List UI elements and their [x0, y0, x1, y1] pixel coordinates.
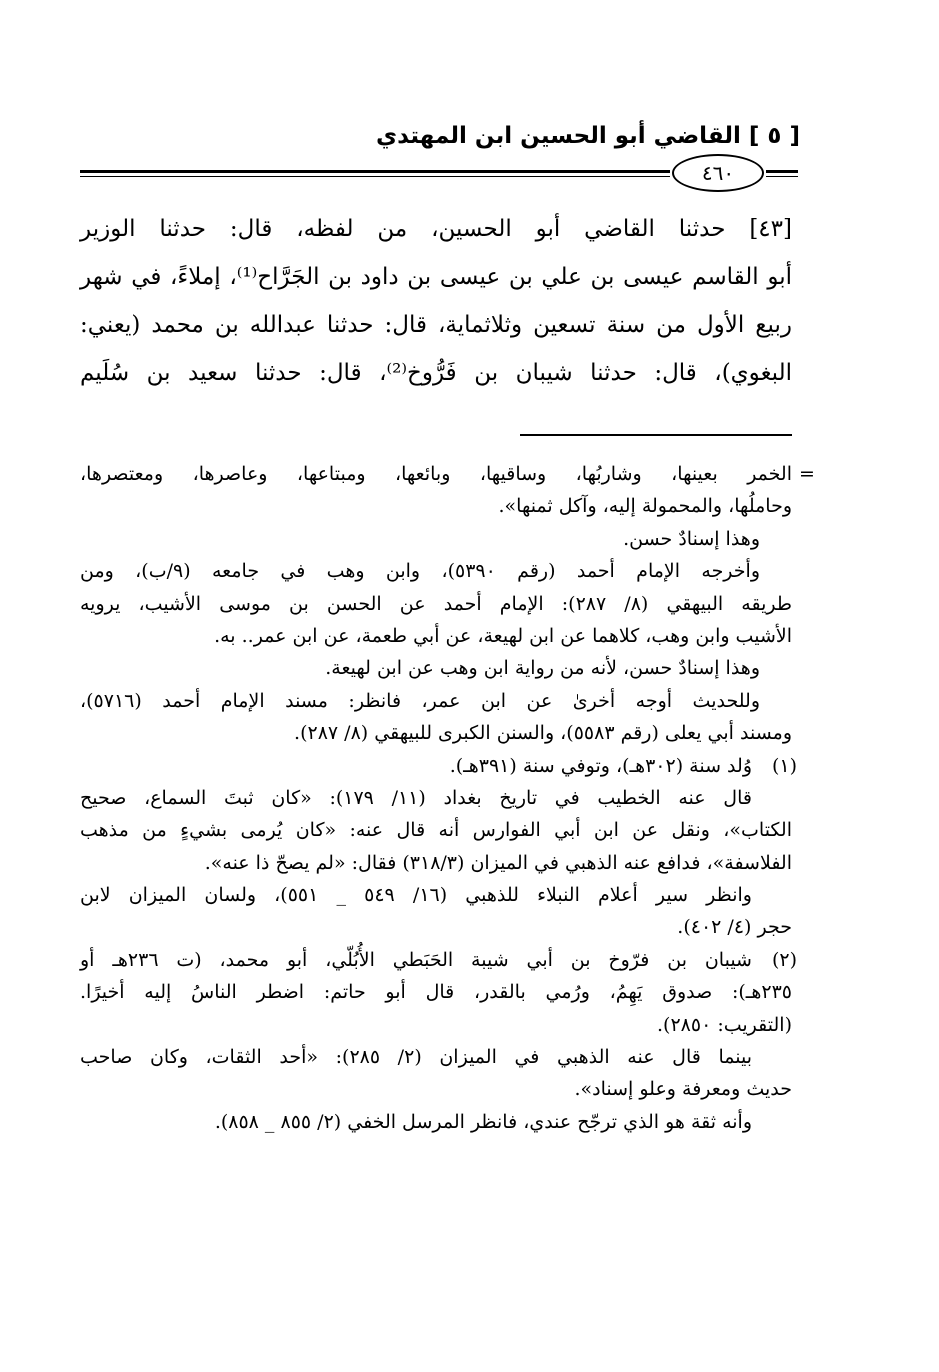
footnote-line: ومسند أبي يعلى (رقم ٥٥٨٣)، والسنن الكبرى للبيهقي (٨/ ٢٨٧).	[294, 722, 792, 745]
footnote-continuation-mark: =	[799, 463, 815, 485]
footnote-line: حجر (٤/ ٤٠٢).	[677, 916, 792, 939]
footnote-line: وُلد سنة (٣٠٢هـ)، وتوفي سنة (٣٩١هـ).	[449, 754, 752, 777]
footnote-line: شيبان بن فرّوخ بن أبي شيبة الحَبَطي الأُبُلّي، أبو محمد، (ت ٢٣٦هـ أو	[80, 948, 752, 971]
footnote-separator	[520, 434, 792, 436]
footnote-line: ٢٣٥هـ): صدوق يَهِمُ، ورُمي بالقدر، قال أبو حاتم: اضطر الناسُ إليه أخيرًا.	[80, 981, 792, 1004]
main-text-line: البغوي)، قال: حدثنا شيبان بن فَرُّوخ⁽²⁾، قال: حدثنا سعيد بن سُلَيم	[80, 360, 793, 386]
running-header-title: [ ٥ ] القاضي أبو الحسين ابن المهتدي	[376, 123, 800, 149]
footnote-line: وانظر سير أعلام النبلاء للذهبي (١٦/ ٥٤٩ _ ٥٥١)، ولسان الميزان لابن	[80, 884, 752, 907]
footnote-2	[80, 944, 797, 1138]
footnote-line: وللحديث أوجه أخرىٰ عن ابن عمر، فانظر: مسند الإمام أحمد (٥٧١٦)،	[80, 689, 760, 712]
header-rule-right	[766, 170, 798, 173]
footnote-line: حديث ومعرفة وعلو إسناد».	[574, 1078, 792, 1101]
footnote-number: (١)	[771, 754, 797, 777]
footnote-line: الفلاسفة»، فدافع عنه الذهبي في الميزان (٣١٨/٣) فقال: «لم يصحّ ذا عنه».	[204, 851, 792, 874]
footnote-1	[80, 750, 797, 944]
footnote-line: طريقه البيهقي (٨/ ٢٨٧): الإمام أحمد عن الحسن بن موسى الأشيب، يرويه	[80, 592, 792, 615]
header-rule	[80, 170, 670, 173]
footnote-line: الأشيب وابن وهب، كلاهما عن ابن لهيعة، عن أبي طعمة، عن ابن عمر.. به.	[214, 624, 792, 647]
footnote-line: وهذا إسنادٌ حسن.	[623, 527, 760, 550]
footnote-line: الخمر بعينها، وشاربُها، وساقيها، وبائعها، ومبتاعها، وعاصرها، ومعتصرها،	[80, 463, 792, 485]
main-text-line: ربيع الأول من سنة تسعين وثلاثماية، قال: حدثنا عبدالله بن محمد (يعني:	[80, 312, 792, 338]
footnote-line: الكتاب»، ونقل عن ابن أبي الفوارس أنه قال عنه: «كان يُرمى بشيءٍ من مذهب	[80, 819, 792, 842]
footnote-line: (التقريب: ٢٨٥٠).	[657, 1013, 792, 1036]
footnote-number: (٢)	[771, 948, 797, 971]
main-text-line: أبو القاسم عيسى بن علي بن عيسى بن داود بن الجَرَّاح⁽¹⁾، إملاءً، في شهر	[80, 264, 793, 290]
footnote-line: وحاملُها، والمحمولة إليه، وآكل ثمنها».	[498, 495, 792, 518]
main-text-line: [٤٣] حدثنا القاضي أبو الحسين، من لفظه، قال: حدثنا الوزير	[80, 216, 792, 242]
footnote-line: بينما قال عنه الذهبي في الميزان (٢/ ٢٨٥): «أحد الثقات، وكان صاحب	[80, 1046, 752, 1069]
footnote-line: قال عنه الخطيب في تاريخ بغداد (١١/ ١٧٩): «كان ثبتَ السماع، صحيح	[80, 786, 752, 809]
footnotes	[80, 458, 797, 1138]
footnote-line: وأنه ثقة هو الذي ترجّح عندي، فانظر المرسل الخفي (٢/ ٨٥٥ _ ٨٥٨).	[214, 1110, 752, 1133]
footnote-line: وأخرجه الإمام أحمد (رقم ٥٣٩٠)، وابن وهب في جامعه (٩/ب)، ومن	[80, 560, 760, 583]
header-rule-right-thin	[766, 176, 798, 177]
main-text	[80, 205, 792, 397]
header-rule-thin	[80, 176, 670, 177]
page-number: ٤٦٠	[672, 154, 764, 192]
footnote-line: وهذا إسنادٌ حسن، لأنه من رواية ابن وهب عن ابن لهيعة.	[325, 657, 760, 680]
